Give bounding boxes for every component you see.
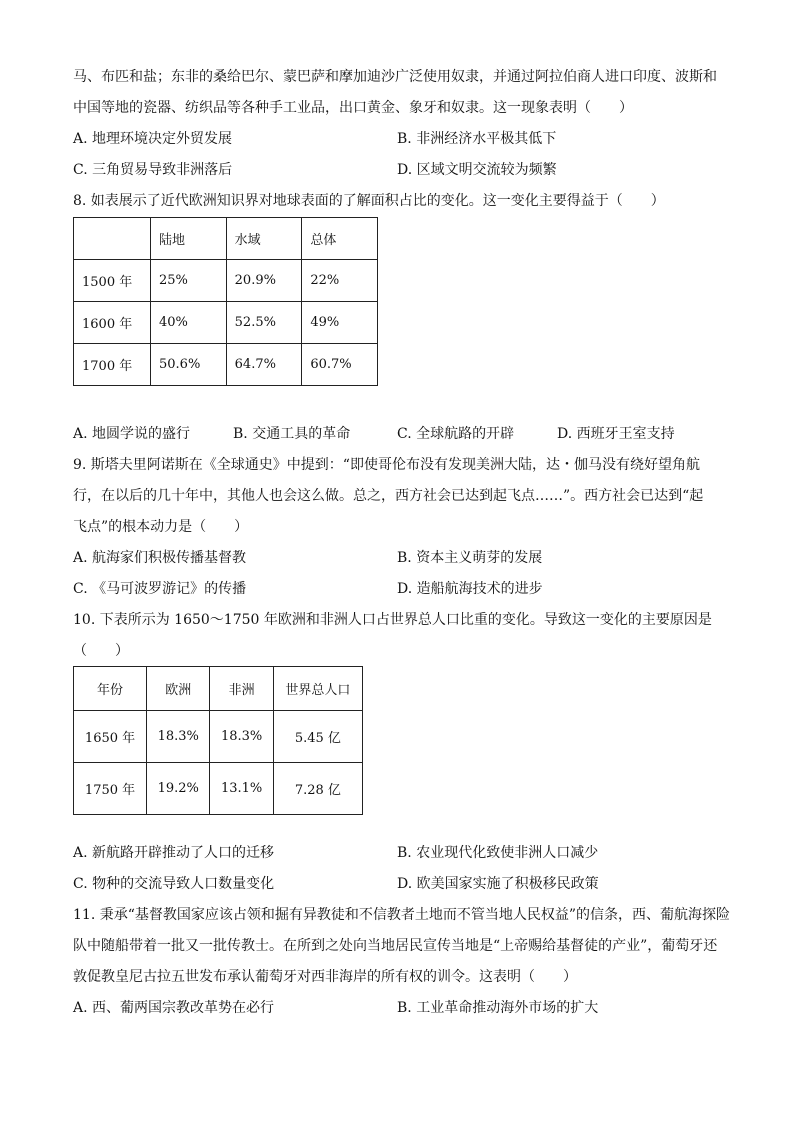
q10-option-d: D. 欧美国家实施了积极移民政策 — [397, 876, 599, 892]
table-cell: 1500 年 — [74, 260, 151, 302]
table-cell: 40% — [151, 302, 227, 344]
table-header-row — [74, 667, 363, 711]
q8-option-a: A. 地圆学说的盛行 — [73, 426, 191, 442]
table-cell: 20.9% — [226, 260, 302, 302]
q10-option-a: A. 新航路开辟推动了人口的迁移 — [73, 845, 275, 861]
q11-option-b: B. 工业革命推动海外市场的扩大 — [397, 1000, 599, 1016]
q11-stem-line-3: 敦促教皇尼古拉五世发布承认葡萄牙对西非海岸的所有权的训令。这表明（ ） — [73, 969, 577, 985]
q9-stem-line-3: 飞点”的根本动力是（ ） — [73, 519, 249, 535]
q10-table — [73, 666, 363, 815]
table-row — [74, 711, 363, 763]
table-header-cell: 水域 — [226, 218, 302, 260]
q10-option-b: B. 农业现代化致使非洲人口减少 — [397, 845, 599, 861]
q8-option-c: C. 全球航路的开辟 — [397, 426, 515, 442]
q7-option-a: A. 地理环境决定外贸发展 — [73, 131, 233, 147]
table-header-cell: 总体 — [302, 218, 378, 260]
table-header-cell — [74, 218, 151, 260]
table-row — [74, 260, 378, 302]
q9-option-d: D. 造船航海技术的进步 — [397, 581, 543, 597]
table-cell: 49% — [302, 302, 378, 344]
q9-option-b: B. 资本主义萌芽的发展 — [397, 550, 543, 566]
q7-option-b: B. 非洲经济水平极其低下 — [397, 131, 557, 147]
q9-stem-line-2: 行，在以后的几十年中，其他人也会这么做。总之，西方社会已达到起飞点……”。西方社会已达到“起 — [73, 488, 704, 504]
q11-stem-line-1: 11. 秉承“基督教国家应该占领和掘有异教徒和不信教者土地而不管当地人民权益”的信条，西、葡航海探险 — [73, 907, 731, 923]
table-header-cell: 欧洲 — [147, 667, 210, 711]
q8-option-b: B. 交通工具的革命 — [233, 426, 351, 442]
table-cell: 1600 年 — [74, 302, 151, 344]
q10-stem-line-1: 10. 下表所示为 1650～1750 年欧洲和非洲人口占世界总人口比重的变化。导致这一变化的主要原因是 — [73, 612, 712, 628]
table-header-row — [74, 218, 378, 260]
q8-option-d: D. 西班牙王室支持 — [557, 426, 675, 442]
table-cell: 7.28 亿 — [273, 763, 362, 815]
table-cell: 60.7% — [302, 344, 378, 386]
q10-option-c: C. 物种的交流导致人口数量变化 — [73, 876, 275, 892]
table-cell: 5.45 亿 — [273, 711, 362, 763]
q10-stem-line-2: （ ） — [73, 643, 129, 659]
table-cell: 22% — [302, 260, 378, 302]
table-cell: 18.3% — [210, 711, 273, 763]
table-header-cell: 年份 — [74, 667, 147, 711]
table-row — [74, 302, 378, 344]
table-cell: 1700 年 — [74, 344, 151, 386]
table-cell: 13.1% — [210, 763, 273, 815]
table-row — [74, 763, 363, 815]
table-cell: 50.6% — [151, 344, 227, 386]
table-cell: 1650 年 — [74, 711, 147, 763]
table-header-cell: 陆地 — [151, 218, 227, 260]
table-cell: 25% — [151, 260, 227, 302]
table-cell: 1750 年 — [74, 763, 147, 815]
q9-option-a: A. 航海家们积极传播基督教 — [73, 550, 247, 566]
table-header-cell: 世界总人口 — [273, 667, 362, 711]
q8-table — [73, 217, 378, 386]
table-cell: 52.5% — [226, 302, 302, 344]
q9-stem-line-1: 9. 斯塔夫里阿诺斯在《全球通史》中提到：“即使哥伦布没有发现美洲大陆，达・伽马没有绕好望角航 — [73, 457, 700, 473]
q7-option-d: D. 区域文明交流较为频繁 — [397, 162, 557, 178]
table-header-cell: 非洲 — [210, 667, 273, 711]
table-cell: 18.3% — [147, 711, 210, 763]
q11-stem-line-2: 队中随船带着一批又一批传教士。在所到之处向当地居民宣传当地是“上帝赐给基督徒的产业”，葡萄牙还 — [73, 938, 718, 954]
table-cell: 64.7% — [226, 344, 302, 386]
table-cell: 19.2% — [147, 763, 210, 815]
q8-stem: 8. 如表展示了近代欧洲知识界对地球表面的了解面积占比的变化。这一变化主要得益于（ ） — [73, 193, 665, 209]
q7-stem-line-2: 中国等地的瓷器、纺织品等各种手工业品，出口黄金、象牙和奴隶。这一现象表明（ ） — [73, 100, 633, 116]
q7-option-c: C. 三角贸易导致非洲落后 — [73, 162, 233, 178]
q11-option-a: A. 西、葡两国宗教改革势在必行 — [73, 1000, 275, 1016]
table-row — [74, 344, 378, 386]
q7-stem-line-1: 马、布匹和盐；东非的桑给巴尔、蒙巴萨和摩加迪沙广泛使用奴隶，并通过阿拉伯商人进口印度、波斯和 — [73, 69, 717, 85]
q9-option-c: C. 《马可波罗游记》的传播 — [73, 581, 247, 597]
